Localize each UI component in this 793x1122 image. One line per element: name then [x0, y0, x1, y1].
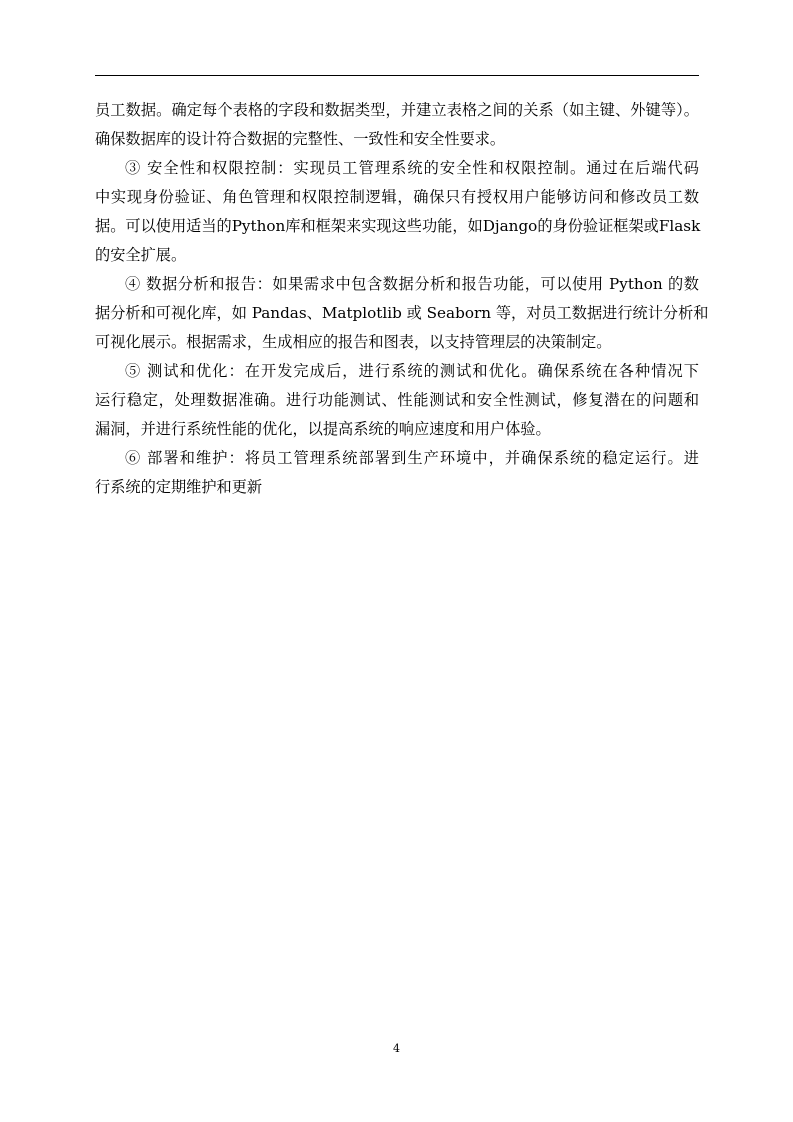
- text-line: 可视化展示。根据需求，生成相应的报告和图表，以支持管理层的决策制定。: [95, 333, 612, 351]
- text-line: ⑥ 部署和维护：将员工管理系统部署到生产环境中，并确保系统的稳定运行。进: [125, 449, 699, 467]
- text-line: 确保数据库的设计符合数据的完整性、一致性和安全性要求。: [95, 130, 506, 148]
- text-line: ⑤ 测试和优化：在开发完成后，进行系统的测试和优化。确保系统在各种情况下: [125, 362, 699, 380]
- text-line: ④ 数据分析和报告：如果需求中包含数据分析和报告功能，可以使用 Python 的数: [125, 275, 699, 293]
- text-line: 运行稳定，处理数据准确。进行功能测试、性能测试和安全性测试，修复潜在的问题和: [95, 391, 699, 409]
- page-number: 4: [393, 1042, 400, 1055]
- text-line: 中实现身份验证、角色管理和权限控制逻辑，确保只有授权用户能够访问和修改员工数: [95, 188, 699, 206]
- text-line: 员工数据。确定每个表格的字段和数据类型，并建立表格之间的关系（如主键、外键等）。: [95, 101, 699, 119]
- text-line: 据分析和可视化库，如 Pandas、Matplotlib 或 Seaborn 等，对员工数据进行统计分析和: [95, 304, 709, 322]
- header-rule: [95, 75, 699, 76]
- text-line: 漏洞，并进行系统性能的优化，以提高系统的响应速度和用户体验。: [95, 420, 551, 438]
- text-line: 据。可以使用适当的Python库和框架来实现这些功能，如Django的身份验证框架或Flask: [95, 217, 701, 235]
- text-line: 的安全扩展。: [95, 246, 187, 264]
- text-line: ③ 安全性和权限控制：实现员工管理系统的安全性和权限控制。通过在后端代码: [125, 159, 699, 177]
- text-line: 行系统的定期维护和更新: [95, 478, 263, 496]
- body-text: [95, 96, 709, 502]
